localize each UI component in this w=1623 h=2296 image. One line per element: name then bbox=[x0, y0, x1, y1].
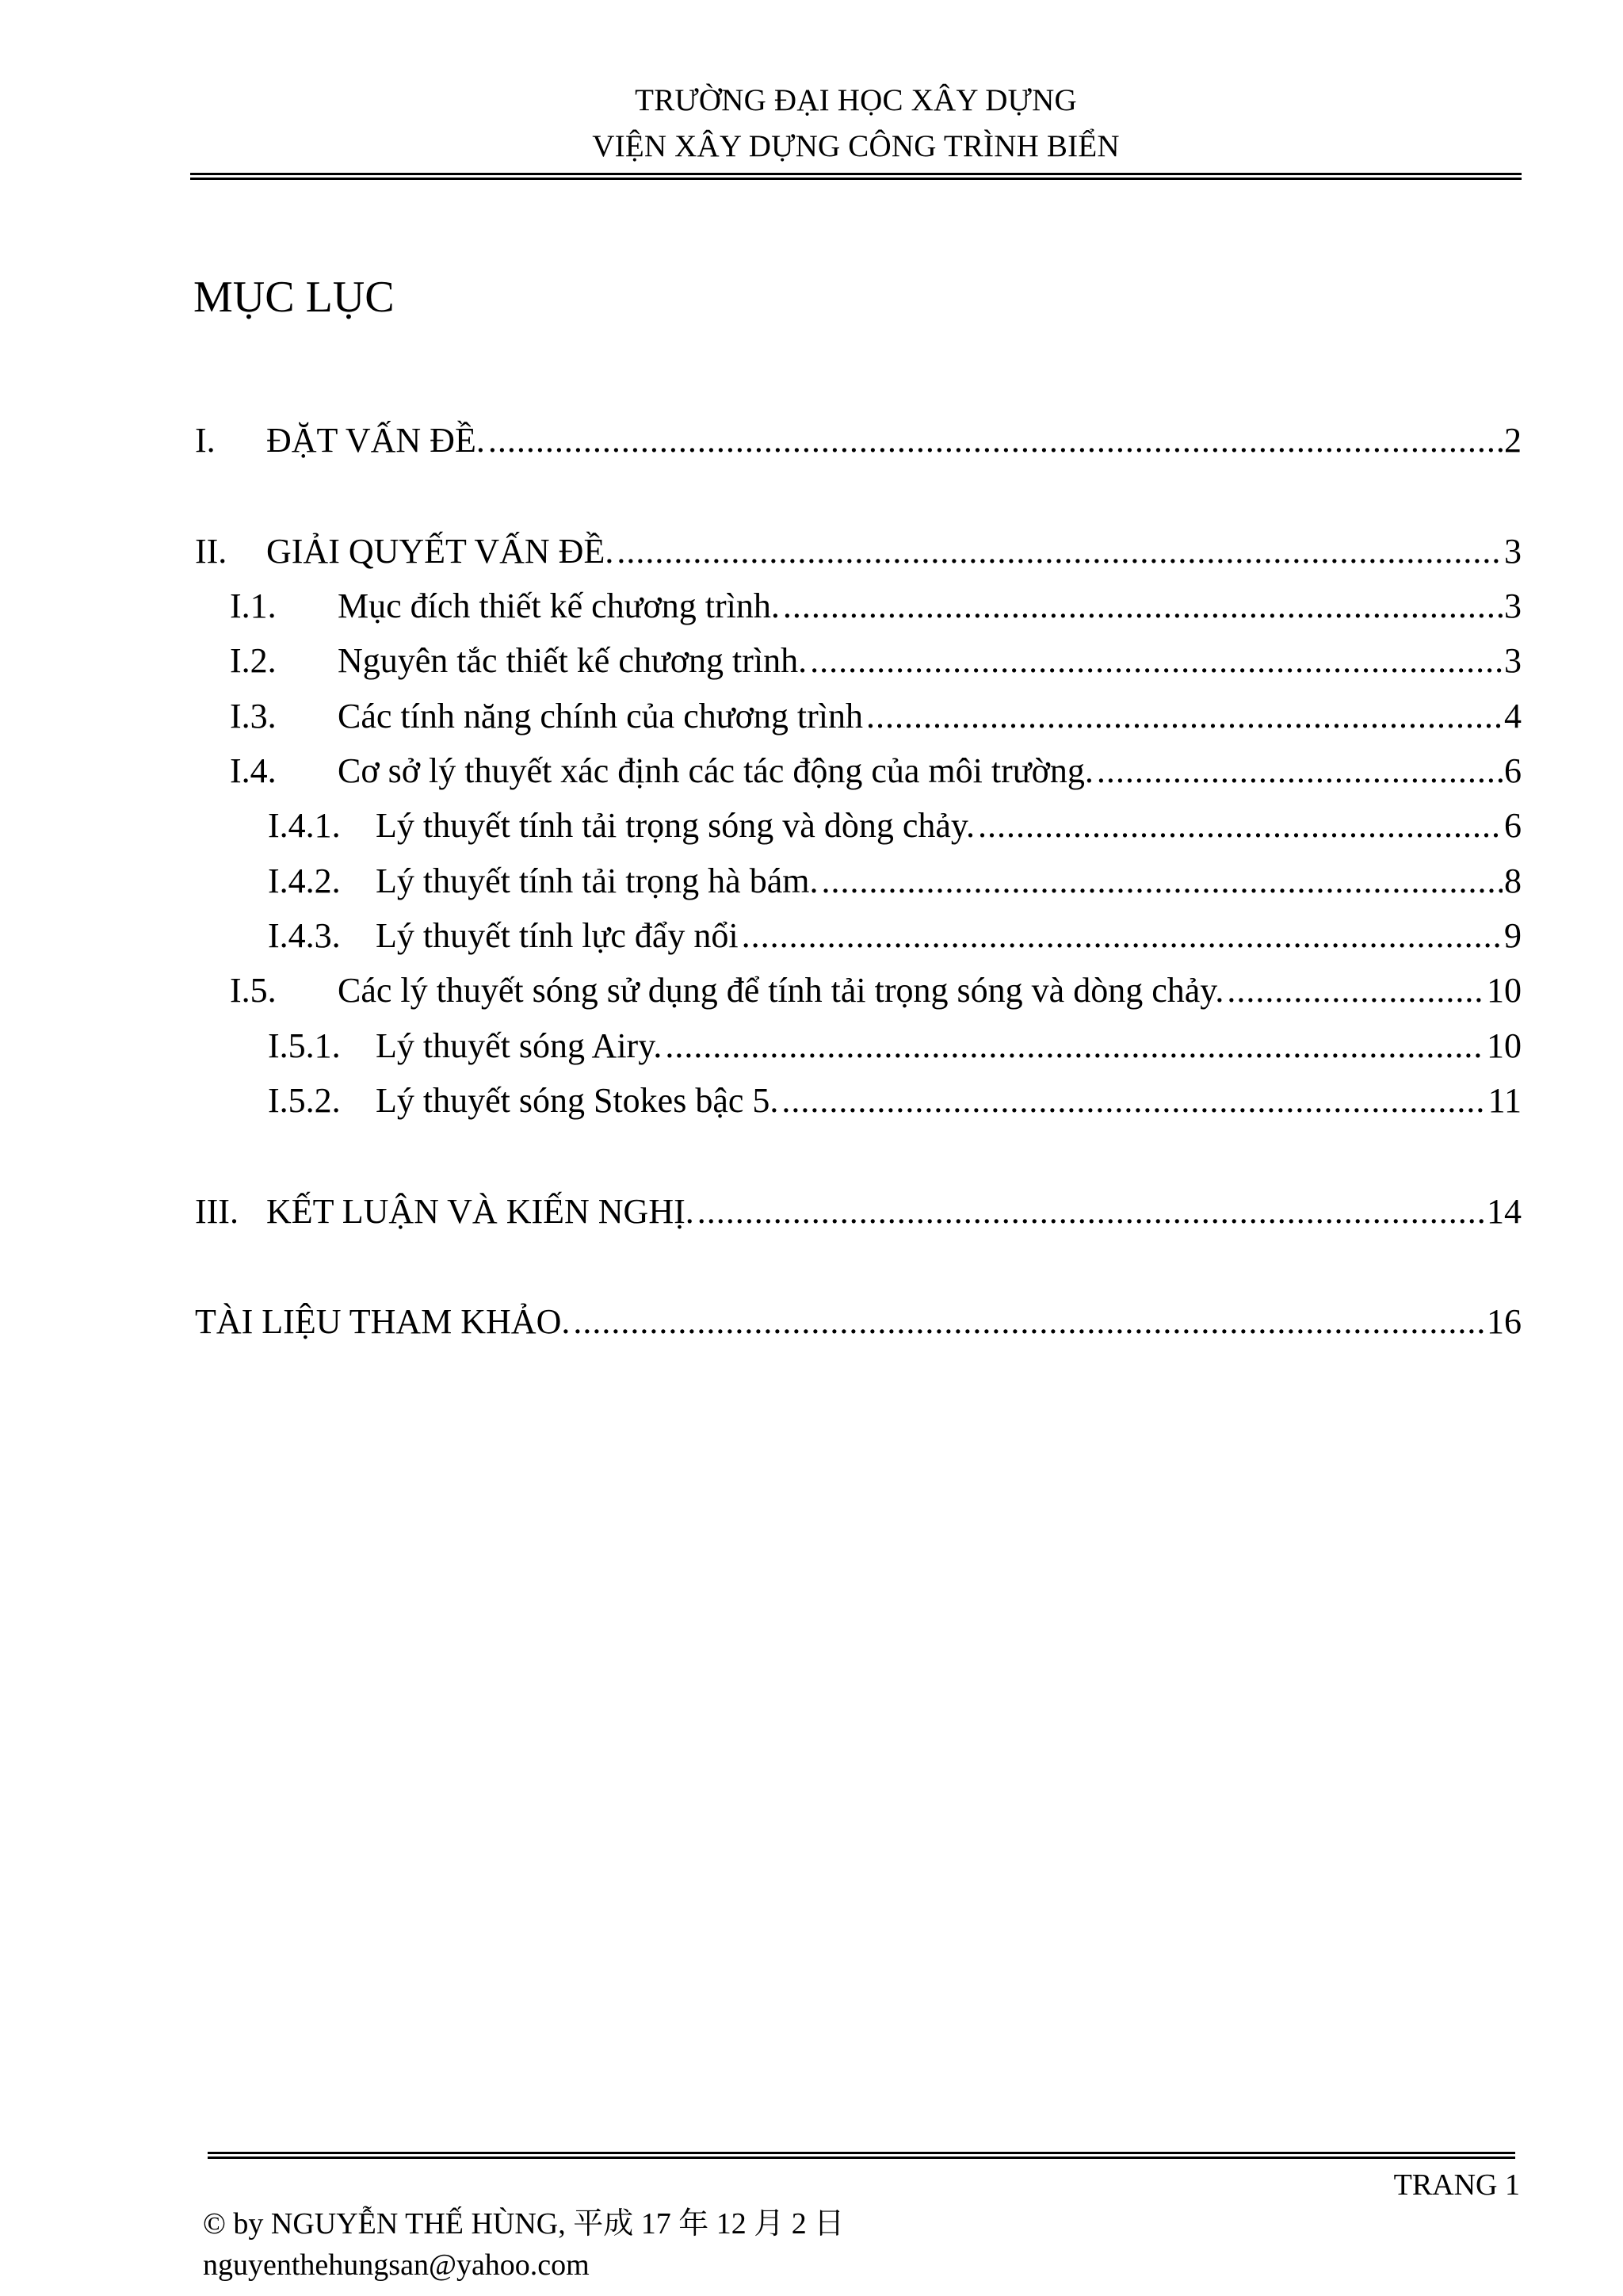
toc-entry-page: 9 bbox=[1504, 916, 1522, 955]
toc-entry-title: TÀI LIỆU THAM KHẢO. bbox=[195, 1302, 571, 1341]
toc-entry-number: I.5.1. bbox=[268, 1026, 341, 1065]
toc-dot-leader bbox=[617, 528, 1503, 575]
toc-entry-number: I.1. bbox=[230, 586, 277, 625]
toc-entry-nguyen-tac[interactable] bbox=[230, 637, 1522, 685]
toc-entry-title: Các tính năng chính của chương trình bbox=[338, 697, 863, 735]
toc-entry-title: Lý thuyết sóng Airy. bbox=[376, 1026, 663, 1065]
toc-entry-number: I.4. bbox=[230, 751, 277, 790]
header-institute: VIỆN XÂY DỰNG CÔNG TRÌNH BIỂN bbox=[592, 129, 1120, 163]
toc-entry-number: I.5. bbox=[230, 971, 277, 1010]
toc-entry-number: I.4.3. bbox=[268, 916, 341, 955]
toc-entry-page: 3 bbox=[1504, 532, 1522, 571]
toc-entry-luc-day-noi[interactable] bbox=[268, 912, 1522, 960]
toc-entry-number: I.3. bbox=[230, 697, 277, 735]
toc-dot-leader bbox=[573, 1298, 1485, 1346]
toc-entry-tai-trong-song[interactable] bbox=[268, 802, 1522, 850]
toc-entry-cac-ly-thuyet-song[interactable] bbox=[230, 967, 1522, 1014]
toc-entry-title: ĐẶT VẤN ĐỀ. bbox=[266, 421, 485, 460]
header-university: TRƯỜNG ĐẠI HỌC XÂY DỰNG bbox=[635, 83, 1077, 117]
toc-entry-title: Mục đích thiết kế chương trình. bbox=[338, 586, 780, 625]
toc-dot-leader bbox=[978, 802, 1503, 850]
toc-entry-title: GIẢI QUYẾT VẤN ĐỀ. bbox=[266, 532, 614, 571]
toc-entry-dat-van-de[interactable] bbox=[195, 417, 1522, 464]
toc-entry-page: 10 bbox=[1487, 1026, 1522, 1065]
toc-entry-ket-luan[interactable] bbox=[195, 1188, 1522, 1236]
toc-entry-page: 2 bbox=[1504, 421, 1522, 460]
document-header bbox=[190, 78, 1522, 170]
toc-entry-number: I.5.2. bbox=[268, 1081, 341, 1120]
toc-entry-page: 11 bbox=[1487, 1081, 1522, 1120]
toc-entry-number: I. bbox=[195, 421, 216, 460]
footer-email: nguyenthehungsan@yahoo.com bbox=[203, 2248, 590, 2282]
toc-dot-leader bbox=[821, 858, 1503, 905]
toc-entry-number: I.2. bbox=[230, 641, 277, 680]
toc-entry-title: KẾT LUẬN VÀ KIẾN NGHỊ. bbox=[266, 1192, 694, 1231]
toc-entry-giai-quyet-van-de[interactable] bbox=[195, 528, 1522, 575]
toc-entry-number: I.4.1. bbox=[268, 806, 341, 845]
header-divider bbox=[190, 173, 1522, 180]
toc-dot-leader bbox=[1227, 967, 1485, 1014]
toc-entry-tai-lieu-tham-khao[interactable] bbox=[195, 1298, 1522, 1346]
toc-entry-page: 6 bbox=[1504, 806, 1522, 845]
toc-entry-page: 14 bbox=[1487, 1192, 1522, 1231]
toc-entry-page: 3 bbox=[1504, 586, 1522, 625]
toc-entry-ha-bam[interactable] bbox=[268, 858, 1522, 905]
toc-entry-page: 8 bbox=[1504, 861, 1522, 900]
toc-dot-leader bbox=[781, 1077, 1486, 1125]
toc-entry-title: Các lý thuyết sóng sử dụng để tính tải trọng sóng và dòng chảy. bbox=[338, 971, 1224, 1010]
footer-divider bbox=[208, 2152, 1515, 2159]
toc-dot-leader bbox=[1097, 747, 1503, 795]
toc-dot-leader bbox=[810, 637, 1503, 685]
toc-entry-page: 10 bbox=[1487, 971, 1522, 1010]
toc-entry-number: III. bbox=[195, 1192, 239, 1231]
page-number: TRANG 1 bbox=[1393, 2168, 1520, 2202]
toc-dot-leader bbox=[783, 583, 1503, 630]
toc-entry-number: II. bbox=[195, 532, 227, 571]
toc-dot-leader bbox=[866, 693, 1503, 740]
toc-entry-page: 4 bbox=[1504, 697, 1522, 735]
toc-dot-leader bbox=[488, 417, 1503, 464]
toc-entry-title: Lý thuyết tính tải trọng sóng và dòng chảy. bbox=[376, 806, 976, 845]
toc-dot-leader bbox=[742, 912, 1503, 960]
toc-entry-tinh-nang[interactable] bbox=[230, 693, 1522, 740]
toc-entry-co-so-ly-thuyet[interactable] bbox=[230, 747, 1522, 795]
toc-entry-page: 16 bbox=[1487, 1302, 1522, 1341]
toc-entry-title: Cơ sở lý thuyết xác định các tác động của môi trường. bbox=[338, 751, 1094, 790]
toc-entry-title: Lý thuyết tính lực đẩy nổi bbox=[376, 916, 739, 955]
toc-title: MỤC LỤC bbox=[193, 273, 395, 322]
toc-entry-muc-dich[interactable] bbox=[230, 583, 1522, 630]
toc-entry-title: Lý thuyết sóng Stokes bậc 5. bbox=[376, 1081, 779, 1120]
footer-copyright: © by NGUYỄN THẾ HÙNG, 平成 17 年 12 月 2 日 bbox=[203, 2207, 845, 2241]
toc-dot-leader bbox=[697, 1188, 1485, 1236]
toc-entry-song-airy[interactable] bbox=[268, 1022, 1522, 1070]
toc-dot-leader bbox=[665, 1022, 1485, 1070]
toc-entry-song-stokes[interactable] bbox=[268, 1077, 1522, 1125]
toc-entry-number: I.4.2. bbox=[268, 861, 341, 900]
toc-entry-page: 3 bbox=[1504, 641, 1522, 680]
toc-entry-title: Nguyên tắc thiết kế chương trình. bbox=[338, 641, 808, 680]
toc-entry-title: Lý thuyết tính tải trọng hà bám. bbox=[376, 861, 819, 900]
toc-entry-page: 6 bbox=[1504, 751, 1522, 790]
